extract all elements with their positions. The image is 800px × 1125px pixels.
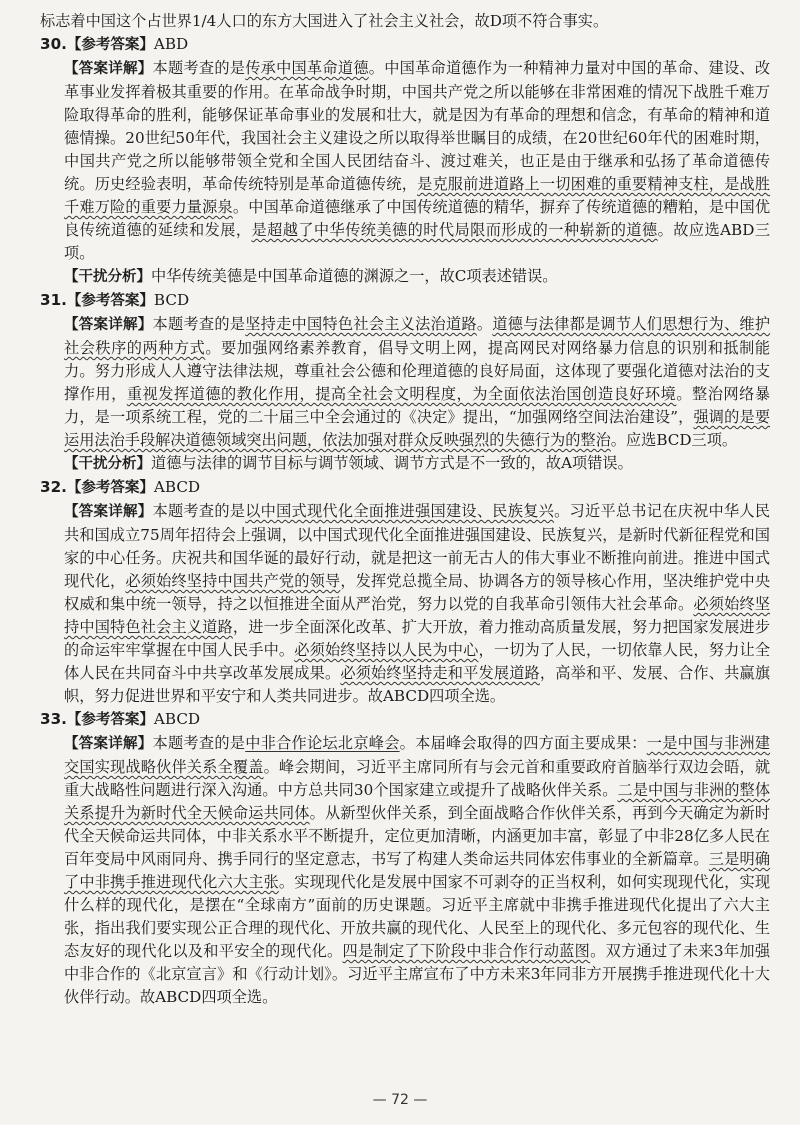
q32-number: 32.: [40, 478, 67, 496]
q33-number: 33.: [40, 710, 67, 728]
q30-number: 30.: [40, 35, 67, 53]
q31-detail: 【答案详解】本题考查的是坚持走中国特色社会主义法治道路。道德与法律都是调节人们思想行为、维护社会秩序的两种方式。要加强网络素养教育，倡导文明上网，提高网民对网络暴力信息的识别和抵制能力。努力形成人人遵守法律法规，尊重社会公德和伦理道德的良好局面，这体现了要强化道德对法治的支撑作用，重视发挥道德的教化作用，提高全社会文明程度，为全面依法治国创造良好环境。整治网络暴力，是一项系统工程，党的二十届三中全会通过的《决定》提出，“加强网络空间法治建设”，强调的是要运用法治手段解决道德领域突出问题，依法加强对群众反映强烈的失德行为的整治。应选BCD三项。: [64, 315, 771, 449]
q32-answer: ABCD: [153, 478, 201, 496]
q31-analysis: 【干扰分析】道德与法律的调节目标与调节领域、调节方式是不一致的，故A项错误。: [64, 454, 633, 472]
q33-answer: ABCD: [153, 710, 201, 728]
q30-answer: ABD: [153, 35, 189, 53]
document-page: [40, 10, 770, 1009]
q32-answer-line: [40, 476, 770, 500]
q33-answer-line: [40, 708, 770, 732]
q31-answer-line: [40, 289, 770, 313]
q30-analysis: 【干扰分析】中华传统美德是中国革命道德的渊源之一，故C项表述错误。: [64, 267, 558, 285]
q32-detail: 【答案详解】本题考查的是以中国式现代化全面推进强国建设、民族复兴。习近平总书记在庆祝中华人民共和国成立75周年招待会上强调，以中国式现代化全面推进强国建设、民族复兴，是新时代新征程党和国家的中心任务。庆祝共和国华诞的最好行动，就是把这一前无古人的伟大事业不断推向前进。推进中国式现代化，必须始终坚持中国共产党的领导，发挥党总揽全局、协调各方的领导核心作用，坚决维护党中央权威和集中统一领导，持之以恒推进全面从严治党，努力以党的自我革命引领伟大社会革命。必须始终坚持中国特色社会主义道路，进一步全面深化改革、扩大开放，着力推动高质量发展，努力把国家发展进步的命运牢牢掌握在中国人民手中。必须始终坚持以人民为中心，一切为了人民，一切依靠人民，努力让全体人民在共同奋斗中共享改革发展成果。必须始终坚持走和平发展道路，高举和平、发展、合作、共赢旗帜，努力促进世界和平安宁和人类共同进步。故ABCD四项全选。: [64, 502, 771, 705]
q31-answer-tag: 【参考答案】: [66, 293, 154, 309]
page-number: — 72 —: [372, 1092, 428, 1108]
q32-answer-tag: 【参考答案】: [66, 480, 154, 496]
q33-detail: 【答案详解】本题考查的是中非合作论坛北京峰会。本届峰会取得的四方面主要成果：一是中国与非洲建交国实现战略伙伴关系全覆盖。峰会期间，习近平主席同所有与会元首和重要政府首脑举行双边会晤，就重大战略性问题进行深入沟通。中方总共同30个国家建立或提升了战略伙伴关系。二是中国与非洲的整体关系提升为新时代全天候命运共同体。从新型伙伴关系，到全面战略合作伙伴关系，再到今天确定为新时代全天候命运共同体，中非关系水平不断提升，定位更加清晰，内涵更加丰富，彰显了中非28亿多人民在百年变局中风雨同舟、携手同行的坚定意志，书写了构建人类命运共同体宏伟事业的全新篇章。三是明确了中非携手推进现代化六大主张。实现现代化是发展中国家不可剥夺的正当权利，如何实现现代化，实现什么样的现代化，是摆在“全球南方”面前的历史课题。习近平主席就中非携手推进现代化提出了六大主张，指出我们要实现公正合理的现代化、开放共赢的现代化、人民至上的现代化、多元包容的现代化、生态友好的现代化以及和平安全的现代化。四是制定了下阶段中非合作行动蓝图。双方通过了未来3年加强中非合作的《北京宣言》和《行动计划》。习近平主席宣布了中方未来3年同非方开展携手推进现代化十大伙伴行动。故ABCD四项全选。: [64, 734, 771, 1006]
q30-answer-tag: 【参考答案】: [66, 37, 154, 53]
q31-number: 31.: [40, 291, 67, 309]
q30-detail: 【答案详解】本题考查的是传承中国革命道德。中国革命道德作为一种精神力量对中国的革命、建设、改革事业发挥着极其重要的作用。在革命战争时期，中国共产党之所以能够在非常困难的情况下战胜千难万险取得革命的胜利，能够保证革命事业的发展和壮大，就是因为有革命的理想和信念，有革命的精神和道德情操。20世纪50年代，我国社会主义建设之所以取得举世瞩目的成绩，在20世纪60年代的困难时期，中国共产党之所以能够带领全党和全国人民团结奋斗、渡过难关，也正是由于继承和弘扬了革命道德传统。历史经验表明，革命传统特别是革命道德传统，是克服前进道路上一切困难的重要精神支柱，是战胜千难万险的重要力量源泉。中国革命道德继承了中国传统道德的精华，摒弃了传统道德的糟粕，是中国优良传统道德的延续和发展，是超越了中华传统美德的时代局限而形成的一种崭新的道德。故应选ABD三项。: [64, 59, 771, 262]
q31-answer: BCD: [153, 291, 190, 309]
intro-line: 标志着中国这个占世界1/4人口的东方大国进入了社会主义社会，故D项不符合事实。: [40, 12, 609, 30]
q33-answer-tag: 【参考答案】: [66, 712, 154, 728]
q30-answer-line: [40, 33, 770, 57]
